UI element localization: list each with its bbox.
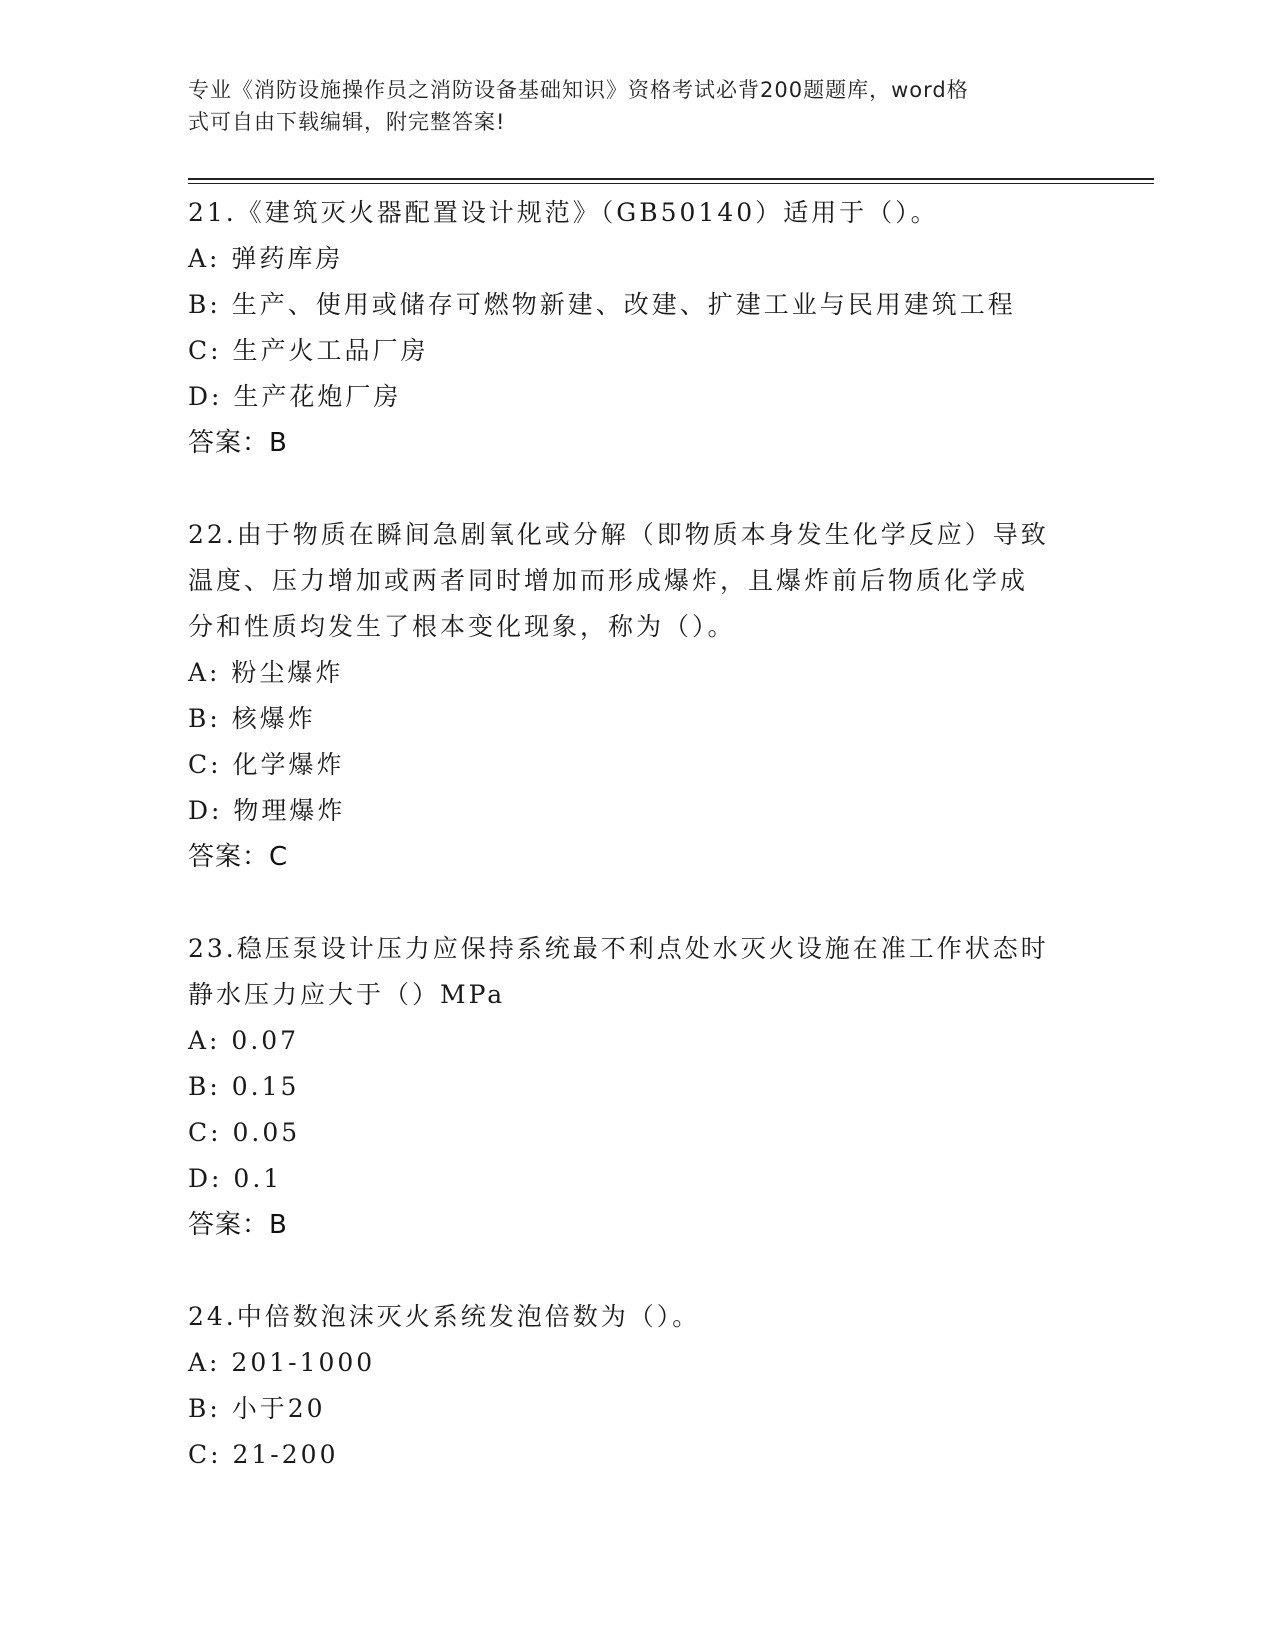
option-a: A: 粉尘爆炸 bbox=[188, 658, 344, 687]
question-23 bbox=[188, 926, 1088, 1248]
option-b: B: 核爆炸 bbox=[188, 704, 316, 733]
option-d: D: 物理爆炸 bbox=[188, 796, 346, 825]
header-divider-thin bbox=[188, 183, 1154, 184]
option-b: B: 生产、使用或储存可燃物新建、改建、扩建工业与民用建筑工程 bbox=[188, 290, 1016, 319]
document-header bbox=[188, 74, 1068, 138]
question-stem-line-2: 温度、压力增加或两者同时增加而形成爆炸，且爆炸前后物质化学成 bbox=[188, 566, 1029, 595]
option-b: B: 0.15 bbox=[188, 1072, 300, 1101]
option-b: B: 小于20 bbox=[188, 1394, 326, 1423]
option-d: D: 0.1 bbox=[188, 1164, 283, 1193]
question-stem: 24.中倍数泡沫灭火系统发泡倍数为（）。 bbox=[188, 1302, 701, 1331]
header-line-1: 专业《消防设施操作员之消防设备基础知识》资格考试必背200题题库，word格 bbox=[188, 78, 969, 102]
option-c: C: 化学爆炸 bbox=[188, 750, 345, 779]
question-stem-line-3: 分和性质均发生了根本变化现象，称为（）。 bbox=[188, 612, 736, 641]
option-a: A: 弹药库房 bbox=[188, 244, 344, 273]
question-24 bbox=[188, 1294, 1088, 1478]
option-c: C: 21-200 bbox=[188, 1440, 339, 1469]
answer: 答案：B bbox=[188, 428, 288, 458]
question-21 bbox=[188, 190, 1088, 466]
question-22 bbox=[188, 512, 1088, 880]
question-list bbox=[188, 190, 1088, 1524]
question-stem-line-1: 23.稳压泵设计压力应保持系统最不利点处水灭火设施在准工作状态时 bbox=[188, 934, 1049, 963]
option-a: A: 201-1000 bbox=[188, 1348, 376, 1377]
answer: 答案：C bbox=[188, 842, 289, 872]
option-c: C: 生产火工品厂房 bbox=[188, 336, 429, 365]
question-stem-line-2: 静水压力应大于（）MPa bbox=[188, 980, 506, 1009]
option-c: C: 0.05 bbox=[188, 1118, 301, 1147]
answer: 答案：B bbox=[188, 1210, 288, 1240]
question-stem: 21.《建筑灭火器配置设计规范》（GB50140）适用于（）。 bbox=[188, 198, 939, 227]
option-a: A: 0.07 bbox=[188, 1026, 300, 1055]
option-d: D: 生产花炮厂房 bbox=[188, 382, 402, 411]
header-divider-thick bbox=[188, 178, 1154, 180]
header-line-2: 式可自由下载编辑，附完整答案! bbox=[188, 110, 506, 134]
question-stem-line-1: 22.由于物质在瞬间急剧氧化或分解（即物质本身发生化学反应）导致 bbox=[188, 520, 1049, 549]
